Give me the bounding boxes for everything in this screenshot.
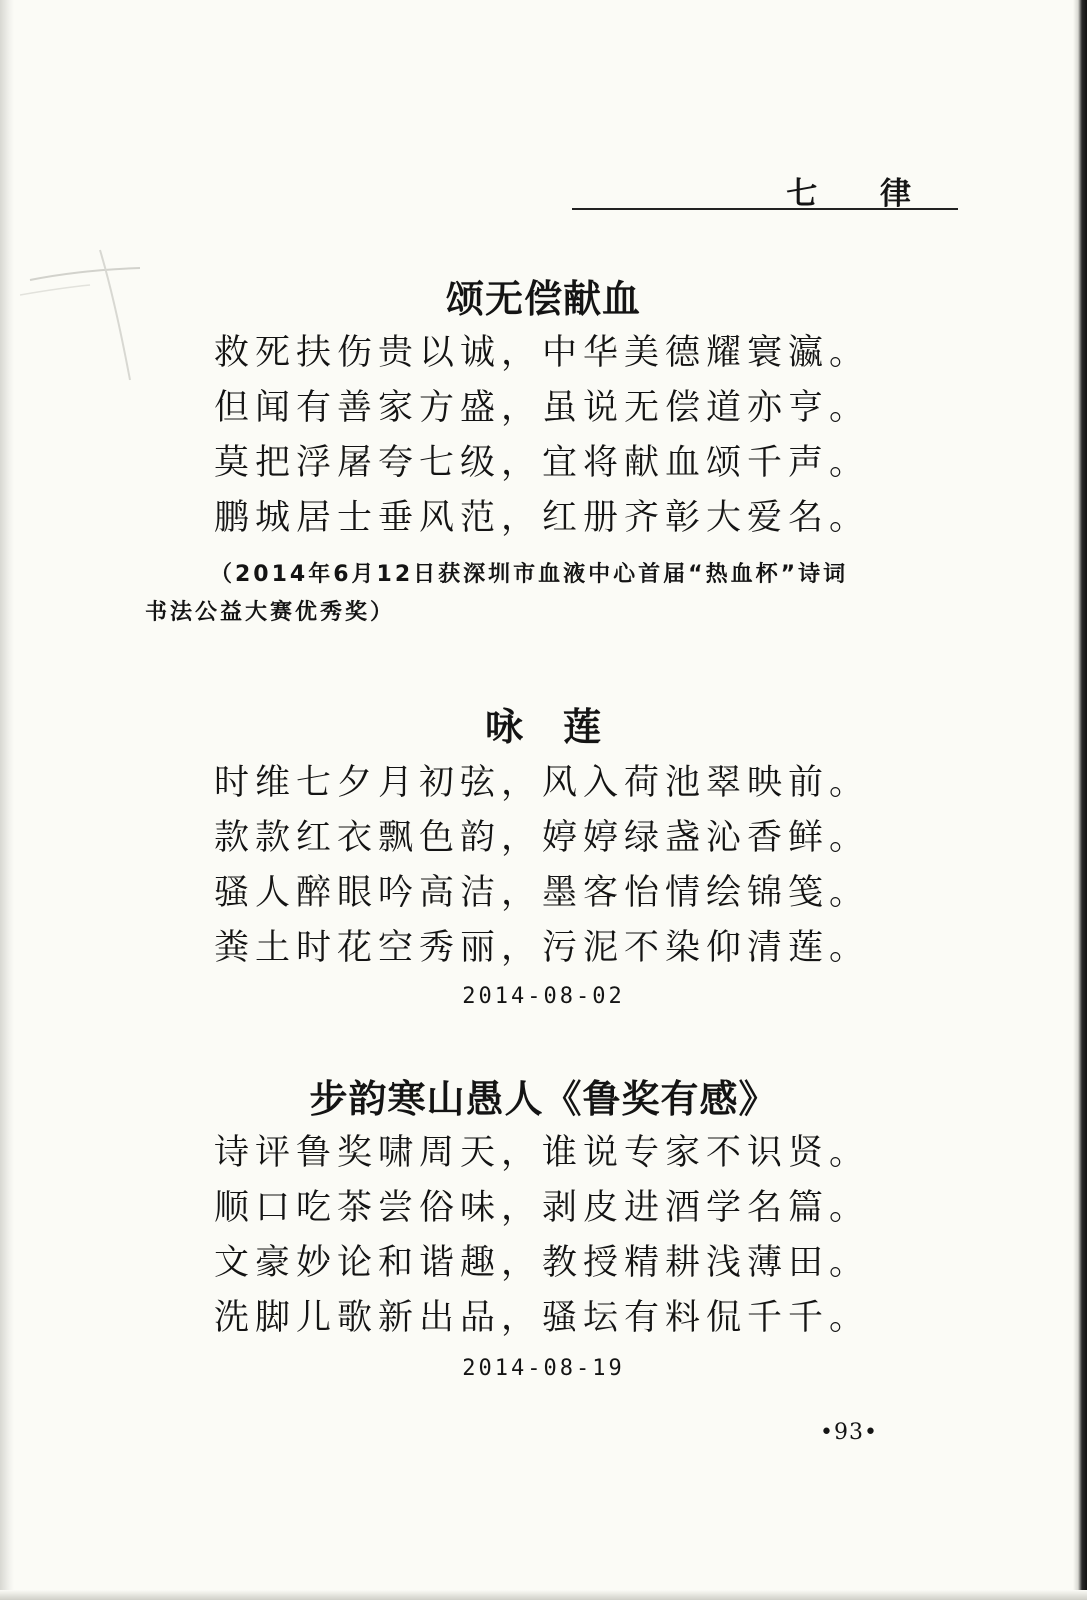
poem-line: 诗评鲁奖啸周天，谁说专家不识贤。 (214, 1133, 871, 1173)
poem-line: 文豪妙论和谐趣，教授精耕浅薄田。 (214, 1243, 871, 1283)
poem-line: 莫把浮屠夸七级，宜将献血颂千声。 (214, 443, 871, 483)
page-edge-bottom (0, 1590, 1087, 1600)
poem-line: 粪土时花空秀丽，污泥不染仰清莲。 (214, 928, 871, 968)
poem-title: 咏 莲 (484, 705, 602, 749)
poem-body (214, 326, 894, 546)
poem-line: 款款红衣飘色韵，婷婷绿盏沁香鲜。 (214, 818, 871, 858)
poem-note-line: 书法公益大赛优秀奖） (145, 600, 396, 625)
poem-title: 步韵寒山愚人《鲁奖有感》 (309, 1077, 778, 1121)
poem-date: 2014-08-19 (462, 1356, 625, 1381)
page-number: •93• (820, 1420, 878, 1445)
poem-note-line: （2014年6月12日获深圳市血液中心首届“热血杯”诗词 (210, 562, 849, 587)
poem-title: 颂无偿献血 (445, 277, 641, 321)
poem-date: 2014-08-02 (462, 984, 625, 1009)
poem-line: 骚人醉眼吟高洁，墨客怡情绘锦笺。 (214, 873, 871, 913)
poem-line: 洗脚儿歌新出品，骚坛有料侃千千。 (214, 1298, 871, 1338)
poem-note (145, 556, 965, 632)
poem-body (214, 1126, 894, 1346)
poem-line: 时维七夕月初弦，风入荷池翠映前。 (214, 763, 871, 803)
poem-line: 但闻有善家方盛，虽说无偿道亦亨。 (214, 388, 871, 428)
poem-line: 救死扶伤贵以诚，中华美德耀寰瀛。 (214, 333, 871, 373)
poem-line: 鹏城居士垂风范，红册齐彰大爱名。 (214, 498, 871, 538)
poem-line: 顺口吃茶尝俗味，剥皮进酒学名篇。 (214, 1188, 871, 1228)
poem-body (214, 756, 894, 976)
running-head-rule (572, 208, 958, 210)
running-head: 七 律 (786, 176, 937, 212)
